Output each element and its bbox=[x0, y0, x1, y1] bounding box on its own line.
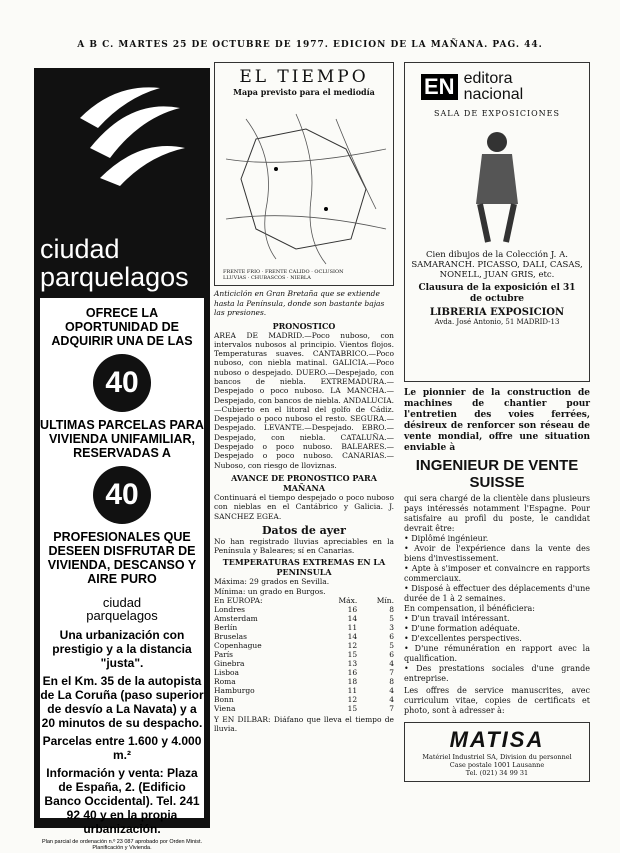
pronostico-text: AREA DE MADRID.—Poco nuboso, con intervalos nubosos al principio. Vientos flojos. Temperaturas suaves. CANTABRICO.—Poco nuboso, con niebla matinal. GALICIA.—Poco nuboso o despejado. DUERO.—Despejado, con bancos de niebla. EXTREMADURA.—Despejado o poco nuboso. LA MANCHA.—Despejado, con bancos de niebla. ANDALUCIA.—Cubierto en el litoral del golfo de Cádiz. Despejado o poco nuboso el resto. SEGURA.—Despejado. LEVANTE.—Despejado. EBRO.—Despejado, con niebla. CATALUÑA.—Despejado o poco nuboso. BALEARES.—Despejado o poco nuboso. CANARIAS.—Nuboso, con riesgo de lloviznas. bbox=[214, 330, 394, 470]
list-item: • Avoir de l'expérience dans la vente des biens d'investissement. bbox=[404, 544, 591, 563]
datos-title: Datos de ayer bbox=[262, 523, 346, 537]
libreria-name: LIBRERIA EXPOSICION bbox=[429, 307, 565, 318]
libreria-address: Avda. José Antonio, 51 MADRID-13 bbox=[434, 318, 560, 326]
city-min: 5 bbox=[389, 641, 394, 651]
list-item: • D'un travail intéressant. bbox=[404, 614, 510, 623]
table-row bbox=[214, 605, 394, 614]
parquelagos-ad bbox=[34, 68, 210, 851]
pronostico-title: PRONOSTICO bbox=[272, 320, 336, 331]
city-name: París bbox=[214, 650, 234, 660]
desc-1: Una urbanización con prestigio y a la distancia "justa". bbox=[52, 628, 192, 670]
professionals-text: PROFESIONALES QUE DESEEN DISFRUTAR DE VIVIENDA, DESCANSO Y AIRE PURO bbox=[47, 530, 197, 586]
table-row bbox=[214, 695, 394, 704]
city-name: Londres bbox=[214, 605, 245, 615]
parcels-text: ULTIMAS PARCELAS PARA VIVIENDA UNIFAMILIAR, RESERVADAS A bbox=[40, 418, 204, 460]
city-max: 11 bbox=[347, 686, 358, 696]
datos-text: No han registrado lluvias apreciables en la Península y Baleares; sí en Canarias. bbox=[214, 536, 394, 556]
map-caption: Anticiclón en Gran Bretaña que se extiende hasta la Península, donde son bastante bajas las presiones. bbox=[214, 289, 385, 317]
city-name: Berlín bbox=[214, 623, 238, 633]
list-item: • D'une formation adéquate. bbox=[404, 624, 520, 633]
matisa-tel: Tel. (021) 34 99 31 bbox=[465, 769, 529, 777]
table-row bbox=[214, 641, 394, 650]
city-min: 7 bbox=[389, 668, 394, 678]
sales-info: Información y venta: Plaza de España, 2. (Edificio Banco Occidental). Tel. 241 92 40 y en la propia urbanización. bbox=[44, 766, 200, 836]
table-row bbox=[214, 623, 394, 632]
weather-subtitle: Mapa previsto para el mediodía bbox=[233, 87, 375, 97]
avance-text: Continuará el tiempo despejado o poco nuboso con nieblas en el Cantábrico y Galicia. J. SANCHEZ EGEA. bbox=[214, 492, 394, 521]
comp-text: En compensation, il bénéficiera: bbox=[404, 604, 535, 613]
editora-ad bbox=[404, 62, 590, 382]
city-max: 12 bbox=[347, 695, 358, 705]
min-text: Mínima: un grado en Burgos. bbox=[214, 586, 326, 596]
city-name: Amsterdam bbox=[214, 614, 258, 624]
city-min: 8 bbox=[389, 605, 394, 615]
matisa-company: Matériel Industriel SA, Division du personnel bbox=[422, 753, 572, 761]
req-list bbox=[404, 534, 590, 604]
table-row bbox=[214, 614, 394, 623]
city-min: 3 bbox=[389, 623, 394, 633]
table-row bbox=[214, 650, 394, 659]
city-max: 11 bbox=[347, 623, 358, 633]
small-brand1: ciudad bbox=[102, 595, 142, 610]
number-badge-2: 40 bbox=[93, 466, 151, 524]
map-legend: FRENTE FRIO · FRENTE CALIDO · OCLUSION LLUVIAS · CHUBASCOS · NIEBLA bbox=[223, 269, 344, 281]
desc-2: En el Km. 35 de la autopista de La Coruña (paso superior de desvío a La Navata) y a 20 minutos de su despacho. bbox=[40, 674, 204, 730]
en-logo: EN bbox=[421, 74, 458, 100]
europa-title: En EUROPA: bbox=[214, 596, 263, 606]
city-max: 14 bbox=[347, 614, 358, 624]
table-row bbox=[214, 668, 394, 677]
matisa-ad bbox=[404, 388, 590, 782]
city-name: Bruselas bbox=[214, 632, 247, 642]
city-min: 4 bbox=[389, 695, 394, 705]
matisa-logo: MATISA bbox=[449, 727, 545, 752]
table-row bbox=[214, 704, 394, 713]
drawing-figure bbox=[452, 124, 542, 244]
table-row bbox=[214, 686, 394, 695]
europe-temps-table bbox=[214, 596, 394, 713]
closing-text: Les offres de service manuscrites, avec curriculum vitae, copies de certificats et photo, sont à adresser à: bbox=[404, 686, 590, 715]
list-item: • D'excellentes perspectives. bbox=[404, 634, 522, 643]
table-row bbox=[214, 659, 394, 668]
city-min: 6 bbox=[389, 650, 394, 660]
right-column bbox=[404, 62, 590, 782]
clausura-text: Clausura de la exposición el 31 de octubre bbox=[418, 283, 576, 304]
exhibit-desc: Cien dibujos de la Colección J. A. SAMARANCH. PICASSO, DALI, CASAS, NONELL, JUAN GRIS, etc. bbox=[411, 250, 583, 280]
list-item: • Apte à s'imposer et convaincre en rapports commerciaux. bbox=[404, 564, 591, 583]
city-name: Copenhague bbox=[214, 641, 262, 651]
legend-item: CHUBASCOS bbox=[250, 275, 286, 281]
col-min: Mín. bbox=[376, 596, 394, 606]
geese-logo bbox=[70, 78, 190, 198]
number-badge-1: 40 bbox=[93, 354, 151, 412]
list-item: • Disposé à effectuer des déplacements d'une durée de 1 à 2 semaines. bbox=[404, 584, 590, 603]
weather-map bbox=[216, 99, 392, 269]
weather-map-box bbox=[214, 62, 394, 286]
city-name: Ginebra bbox=[214, 659, 245, 669]
col-max: Máx. bbox=[338, 596, 358, 606]
offer-text: OFRECE LA OPORTUNIDAD DE ADQUIRIR UNA DE LAS bbox=[51, 306, 193, 348]
city-min: 4 bbox=[389, 659, 394, 669]
max-text: Máxima: 29 grados en Sevilla. bbox=[214, 577, 330, 587]
weather-title: EL TIEMPO bbox=[239, 67, 369, 87]
temp-title: TEMPERATURAS EXTREMAS EN LA PENINSULA bbox=[222, 557, 386, 578]
city-max: 18 bbox=[347, 677, 358, 687]
page-header: A B C. MARTES 25 DE OCTUBRE DE 1977. EDICION DE LA MAÑANA. PAG. 44. bbox=[77, 40, 543, 50]
city-max: 14 bbox=[347, 632, 358, 642]
city-max: 13 bbox=[347, 659, 358, 669]
city-name: Lisboa bbox=[214, 668, 240, 678]
city-name: Hamburgo bbox=[214, 686, 255, 696]
matisa-intro: Le pionnier de la construction de machines de chantier pour l'entretien des voies ferrées, désireux de renforcer son réseau de vente mondial, offre une situation enviable à bbox=[404, 388, 590, 453]
small-brand2: parquelagos bbox=[86, 608, 158, 623]
city-name: Roma bbox=[214, 677, 236, 687]
legend-item: FRENTE FRIO bbox=[223, 269, 261, 275]
job-title1: INGENIEUR DE VENTE bbox=[415, 457, 579, 474]
dilbar-text: Y EN DILBAR: Diáfano que lleva el tiempo de lluvia. bbox=[214, 715, 394, 734]
city-max: 16 bbox=[347, 668, 358, 678]
list-item: • Diplômé ingénieur. bbox=[404, 534, 489, 543]
city-min: 8 bbox=[389, 677, 394, 687]
weather-column bbox=[214, 62, 394, 734]
city-min: 6 bbox=[389, 632, 394, 642]
city-max: 15 bbox=[347, 704, 358, 714]
legend-item: LLUVIAS bbox=[223, 275, 247, 281]
matisa-box bbox=[404, 722, 590, 782]
city-name: Viena bbox=[214, 704, 236, 714]
legend-item: OCLUSION bbox=[314, 269, 344, 275]
city-name: Bonn bbox=[214, 695, 234, 705]
editora-name1: editora bbox=[463, 70, 513, 87]
table-row bbox=[214, 677, 394, 686]
table-header bbox=[214, 596, 394, 605]
city-max: 12 bbox=[347, 641, 358, 651]
brand-line2: parquelagos bbox=[40, 262, 189, 292]
brand-line1: ciudad bbox=[40, 234, 120, 264]
footnote: Plan parcial de ordenación n.º 23 087 aprobado por Orden Minist. Planificación y Vivienda. bbox=[41, 839, 203, 851]
parcelas-size: Parcelas entre 1.600 y 4.000 m.² bbox=[42, 734, 202, 762]
city-min: 5 bbox=[389, 614, 394, 624]
avance-title: AVANCE DE PRONOSTICO PARA MAÑANA bbox=[231, 472, 377, 493]
legend-item: NIEBLA bbox=[290, 275, 311, 281]
city-min: 4 bbox=[389, 686, 394, 696]
benefit-list bbox=[404, 614, 590, 684]
ad-panel bbox=[40, 298, 204, 851]
city-min: 7 bbox=[389, 704, 394, 714]
legend-item: FRENTE CALIDO bbox=[264, 269, 310, 275]
job-body: qui sera chargé de la clientèle dans plusieurs pays intéressés notamment l'Espagne. Pour satisfaire au profil du poste, le candidat devrait être: bbox=[404, 494, 590, 533]
job-title2: SUISSE bbox=[469, 474, 525, 491]
city-max: 16 bbox=[347, 605, 358, 615]
list-item: • Des prestations sociales d'une grande entreprise. bbox=[404, 664, 590, 683]
editora-name2: nacional bbox=[463, 86, 524, 103]
list-item: • D'une rémunération en rapport avec la qualification. bbox=[404, 644, 590, 663]
sala-title: SALA DE EXPOSICIONES bbox=[434, 109, 560, 118]
table-row bbox=[214, 632, 394, 641]
city-max: 15 bbox=[347, 650, 358, 660]
matisa-address: Case postale 1001 Lausanne bbox=[449, 761, 545, 769]
